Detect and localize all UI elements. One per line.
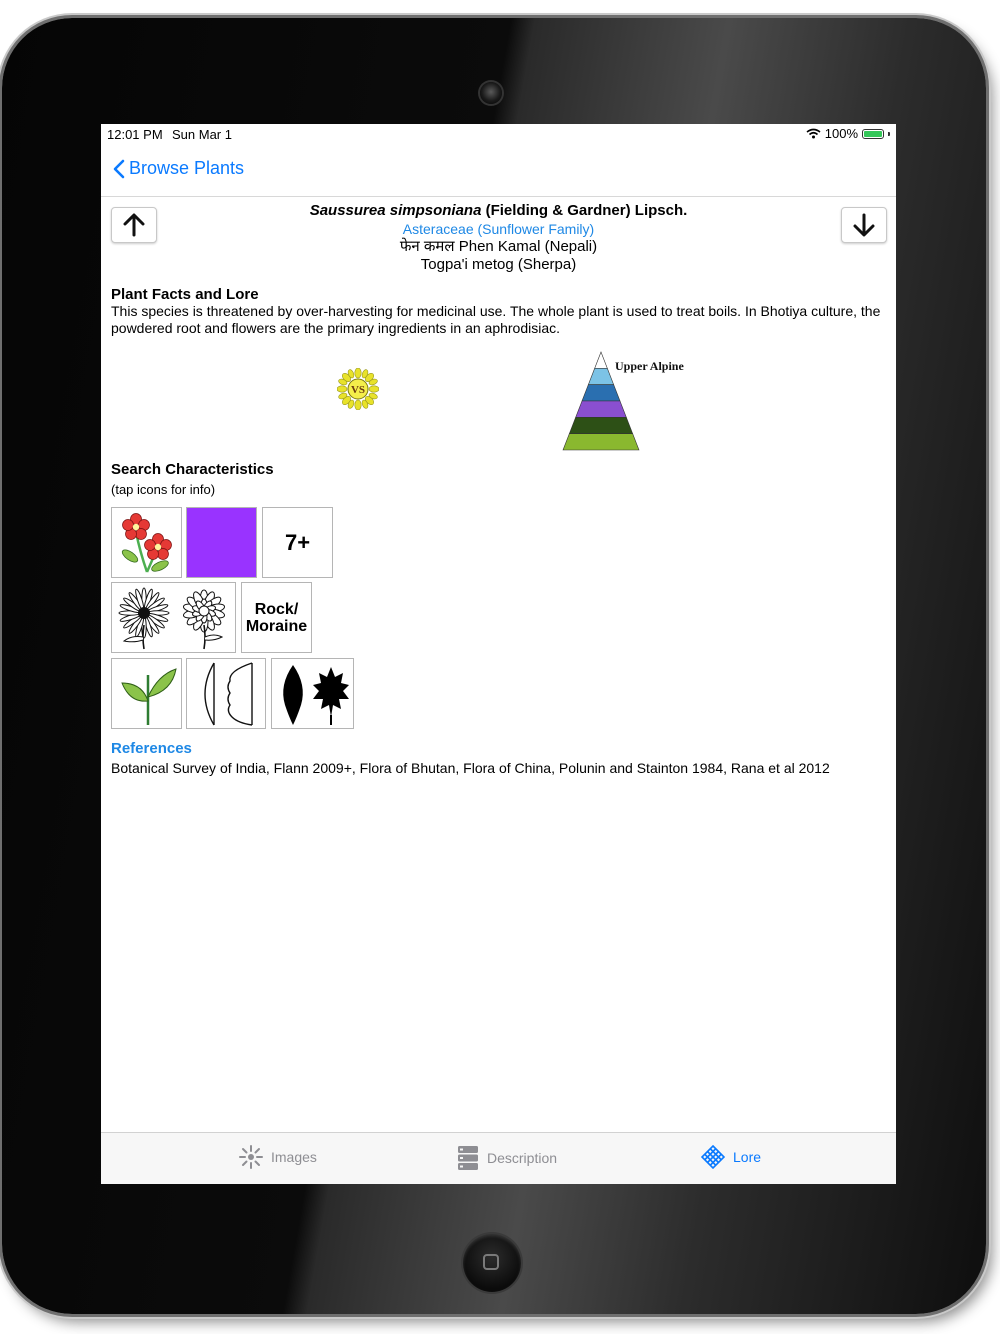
screen: [101, 124, 896, 1184]
leaf-arrangement-tile[interactable]: [111, 658, 182, 729]
composite-flower-icon: [114, 585, 234, 651]
flower-color-swatch: [187, 508, 256, 577]
status-time: 12:01 PM: [107, 127, 163, 142]
tab-bar: [101, 1132, 896, 1184]
tab-images-label: Images: [271, 1149, 317, 1165]
scientific-name: [161, 202, 836, 220]
sunflower-badge-icon: [337, 368, 379, 410]
search-title: Search Characteristics: [111, 461, 274, 478]
tab-description-label: Description: [487, 1150, 558, 1166]
previous-plant-button[interactable]: [111, 207, 157, 243]
badge-label: VS: [350, 384, 366, 396]
tab-lore[interactable]: [701, 1145, 761, 1169]
authority: (Fielding & Gardner) Lipsch.: [481, 202, 688, 219]
plant-header: [161, 202, 836, 274]
next-plant-button[interactable]: [841, 207, 887, 243]
sparkle-icon: [239, 1145, 263, 1169]
tab-images[interactable]: [239, 1145, 317, 1169]
pyramid-layer: [582, 385, 620, 401]
search-section: [111, 461, 881, 497]
leaf-shapes-icon: [273, 661, 353, 727]
references-title[interactable]: References: [111, 740, 192, 757]
habitat-tile[interactable]: [241, 582, 312, 653]
genus-species: Saussurea simpsoniana: [309, 202, 482, 219]
family-link[interactable]: Asteraceae (Sunflower Family): [402, 221, 595, 237]
pyramid-layer: [576, 401, 627, 417]
pyramid-layer: [569, 417, 632, 433]
back-button-label: Browse Plants: [129, 158, 245, 178]
wifi-icon: [806, 128, 821, 139]
arrow-down-icon: [853, 213, 875, 237]
pyramid-layer: [588, 368, 613, 384]
home-square-icon: [483, 1254, 499, 1270]
battery-level: [864, 131, 882, 137]
status-bar: [101, 124, 896, 144]
facts-title: Plant Facts and Lore: [111, 286, 259, 303]
conservation-badge[interactable]: [337, 368, 379, 410]
nepali-name: फेन कमल Phen Kamal (Nepali): [399, 238, 598, 255]
leaf-shape-tile[interactable]: [271, 658, 354, 729]
opposite-leaves-icon: [114, 661, 180, 727]
red-flower-icon: [114, 510, 180, 576]
tab-lore-label: Lore: [733, 1149, 762, 1165]
facts-text: This species is threatened by over-harvesting for medicinal use. The whole plant is used to treat boils. In Bhotiya culture, the powdered root and flowers are the primary ingredients in an aphrodisiac.: [111, 303, 881, 336]
flower-color-tile[interactable]: [186, 507, 257, 578]
elevation-label: Upper Alpine: [615, 359, 684, 373]
camera: [480, 82, 502, 104]
home-button[interactable]: [463, 1234, 521, 1292]
sherpa-name: Togpa'i metog (Sherpa): [420, 256, 577, 273]
facts-section: [111, 286, 881, 337]
arrow-up-icon: [123, 213, 145, 237]
battery-icon: [862, 129, 884, 139]
toothed-leaf-margin-icon: [188, 661, 264, 727]
battery-cap: [888, 132, 890, 136]
list-icon: [457, 1145, 479, 1171]
flower-head-tile[interactable]: [111, 582, 236, 653]
search-hint: (tap icons for info): [111, 482, 216, 497]
tab-description[interactable]: [457, 1145, 557, 1171]
chevron-left-icon: [113, 159, 125, 179]
leaf-margin-tile[interactable]: [186, 658, 266, 729]
references-text: Botanical Survey of India, Flann 2009+, Flora of Bhutan, Flora of China, Polunin and Stainton 1984, Rana et al 2012: [111, 760, 830, 776]
habitat-label: Rock/ Moraine: [245, 600, 308, 635]
flower-form-tile[interactable]: [111, 507, 182, 578]
knot-icon: [701, 1145, 725, 1169]
back-button[interactable]: [113, 158, 244, 179]
status-date: Sun Mar 1: [172, 127, 232, 142]
references-section: [111, 740, 881, 777]
petal-count-tile[interactable]: [262, 507, 333, 578]
pyramid-layer: [595, 352, 608, 368]
battery-percent: 100%: [824, 126, 858, 141]
pyramid-layer: [563, 434, 639, 450]
petal-count: 7+: [284, 529, 311, 555]
navigation-bar: [101, 144, 896, 197]
status-indicators: [806, 126, 890, 141]
